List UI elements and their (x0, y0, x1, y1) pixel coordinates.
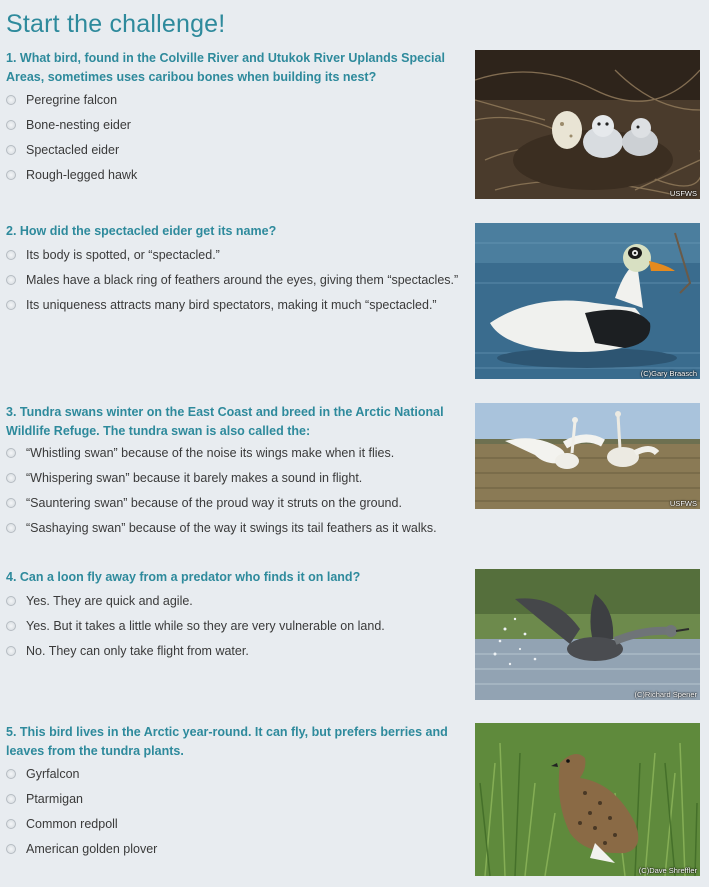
eider-illustration (475, 223, 700, 379)
photo-credit: USFWS (669, 189, 697, 198)
option-label: Spectacled eider (26, 143, 120, 157)
option-label: Bone-nesting eider (26, 118, 131, 132)
radio-button[interactable] (6, 473, 16, 483)
radio-button[interactable] (6, 769, 16, 779)
radio-button[interactable] (6, 448, 16, 458)
hawk-chicks-nest-photo (475, 50, 700, 199)
question-1-option-1[interactable] (6, 90, 117, 110)
option-label: American golden plover (26, 842, 158, 856)
radio-button[interactable] (6, 170, 16, 180)
radio-button[interactable] (6, 300, 16, 310)
loon-takeoff-photo (475, 569, 700, 700)
option-label: Males have a black ring of feathers around the eyes, giving them “spectacles.” (26, 273, 459, 287)
photo-credit: USFWS (669, 499, 697, 508)
question-5-option-4[interactable] (6, 839, 157, 859)
question-5-option-1[interactable] (6, 764, 80, 784)
ptarmigan-photo (475, 723, 700, 876)
swans-illustration (475, 403, 700, 509)
radio-button[interactable] (6, 596, 16, 606)
tundra-swans-photo (475, 403, 700, 509)
option-label: No. They can only take flight from water. (26, 644, 249, 658)
question-1-option-2[interactable] (6, 115, 131, 135)
question-3-text: 3. Tundra swans winter on the East Coast and breed in the Arctic National Wildlife Refuge. The tundra swan is also called the: (6, 405, 444, 438)
radio-button[interactable] (6, 794, 16, 804)
question-3-option-2[interactable] (6, 468, 362, 488)
nest-illustration (475, 50, 700, 199)
question-2-option-1[interactable] (6, 245, 220, 265)
ptarmigan-illustration (475, 723, 700, 876)
question-1-option-4[interactable] (6, 165, 137, 185)
radio-button[interactable] (6, 844, 16, 854)
question-3-option-4[interactable] (6, 518, 437, 538)
photo-credit: (C)Dave Shreffler (638, 866, 697, 875)
option-label: Its body is spotted, or “spectacled.” (26, 248, 220, 262)
spectacled-eider-photo (475, 223, 700, 379)
question-4-option-2[interactable] (6, 616, 385, 636)
loon-illustration (475, 569, 700, 700)
option-label: “Sauntering swan” because of the proud way it struts on the ground. (26, 496, 402, 510)
option-label: Gyrfalcon (26, 767, 80, 781)
option-label: Common redpoll (26, 817, 118, 831)
radio-button[interactable] (6, 250, 16, 260)
question-5-option-2[interactable] (6, 789, 83, 809)
option-label: Yes. But it takes a little while so they are very vulnerable on land. (26, 619, 385, 633)
page-title: Start the challenge! (6, 10, 226, 38)
radio-button[interactable] (6, 646, 16, 656)
option-label: Its uniqueness attracts many bird spectators, making it much “spectacled.” (26, 298, 437, 312)
option-label: Yes. They are quick and agile. (26, 594, 193, 608)
option-label: Rough-legged hawk (26, 168, 138, 182)
question-1-text: 1. What bird, found in the Colville River and Utukok River Uplands Special Areas, sometimes uses caribou bones when building its nest? (6, 51, 445, 84)
photo-credit: (C)Gary Braasch (640, 369, 697, 378)
option-label: “Whistling swan” because of the noise its wings make when it flies. (26, 446, 395, 460)
radio-button[interactable] (6, 275, 16, 285)
radio-button[interactable] (6, 95, 16, 105)
question-3-option-3[interactable] (6, 493, 402, 513)
question-3-option-1[interactable] (6, 443, 394, 463)
question-2-text: 2. How did the spectacled eider get its name? (6, 224, 277, 238)
radio-button[interactable] (6, 120, 16, 130)
option-label: “Sashaying swan” because of the way it swings its tail feathers as it walks. (26, 521, 437, 535)
option-label: “Whispering swan” because it barely makes a sound in flight. (26, 471, 363, 485)
question-4-text: 4. Can a loon fly away from a predator who finds it on land? (6, 570, 361, 584)
option-label: Ptarmigan (26, 792, 83, 806)
question-4-option-3[interactable] (6, 641, 249, 661)
question-2-option-3[interactable] (6, 295, 437, 315)
question-2-option-2[interactable] (6, 270, 458, 290)
radio-button[interactable] (6, 819, 16, 829)
question-5-option-3[interactable] (6, 814, 118, 834)
question-5-text: 5. This bird lives in the Arctic year-round. It can fly, but prefers berries and leaves from the tundra plants. (6, 725, 448, 758)
radio-button[interactable] (6, 523, 16, 533)
radio-button[interactable] (6, 145, 16, 155)
radio-button[interactable] (6, 498, 16, 508)
question-4-option-1[interactable] (6, 591, 193, 611)
photo-credit: (C)Richard Spener (634, 690, 697, 699)
radio-button[interactable] (6, 621, 16, 631)
option-label: Peregrine falcon (26, 93, 118, 107)
question-1-option-3[interactable] (6, 140, 119, 160)
